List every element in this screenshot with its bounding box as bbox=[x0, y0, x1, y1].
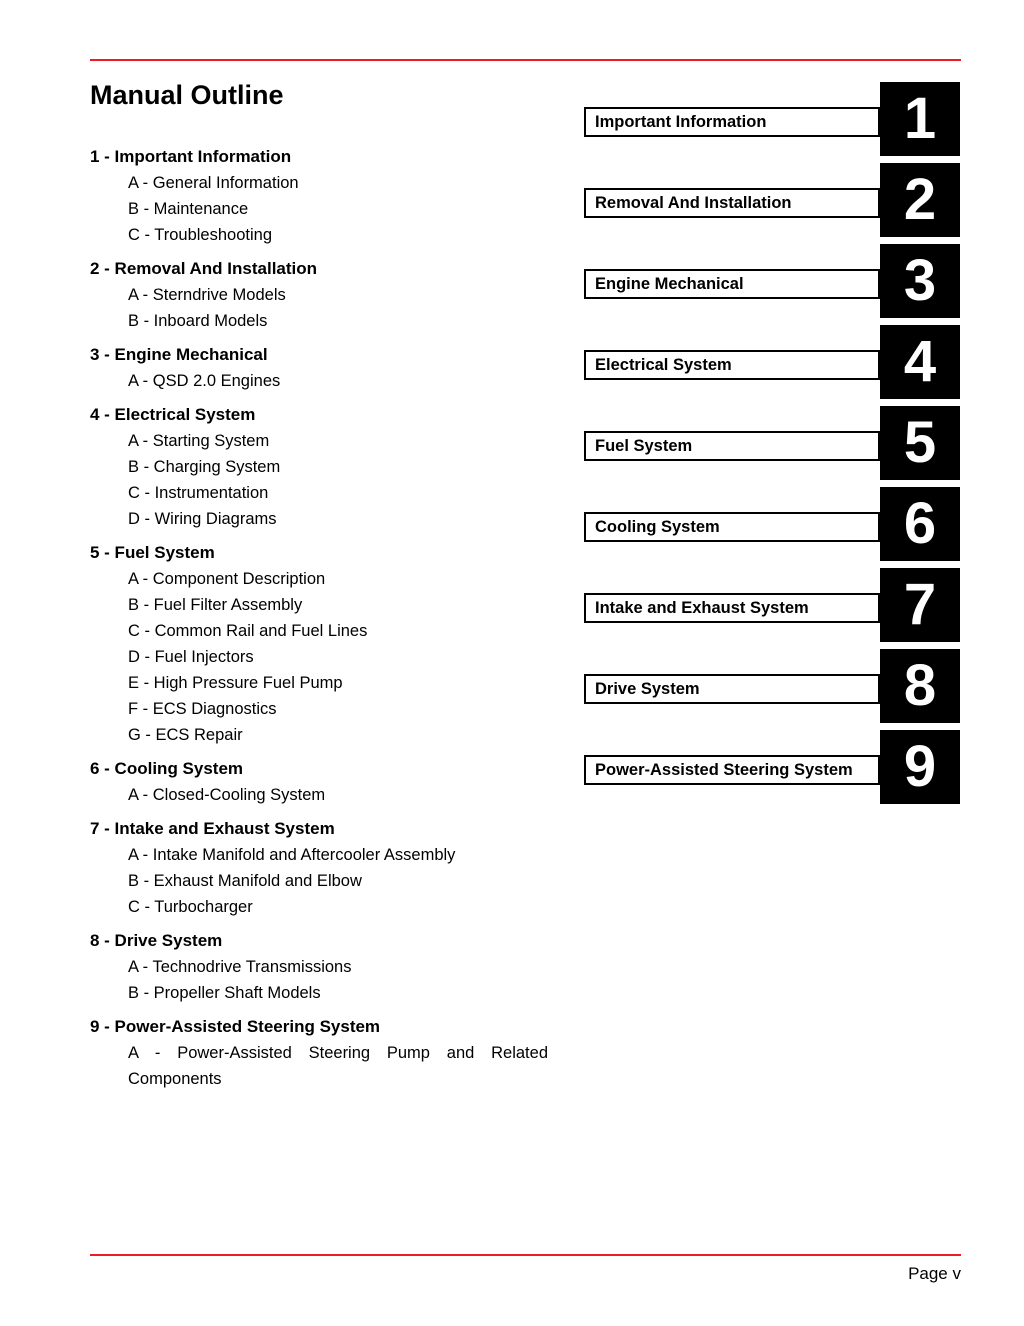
tab-label: Power-Assisted Steering System bbox=[595, 760, 853, 779]
outline-item: C - Instrumentation bbox=[128, 484, 269, 502]
outline-section bbox=[90, 144, 600, 248]
tab-label-box bbox=[584, 269, 880, 299]
tab-number: 2 bbox=[903, 167, 937, 232]
outline-item: B - Exhaust Manifold and Elbow bbox=[128, 872, 362, 890]
outline-item: E - High Pressure Fuel Pump bbox=[128, 674, 343, 692]
tab-number-block bbox=[880, 487, 960, 561]
outline-section-label: 7 - Intake and Exhaust System bbox=[90, 819, 335, 838]
outline-item: B - Fuel Filter Assembly bbox=[128, 596, 303, 614]
outline-section-label: 3 - Engine Mechanical bbox=[90, 345, 268, 364]
outline-section-label: 9 - Power-Assisted Steering System bbox=[90, 1017, 381, 1036]
tab-label: Cooling System bbox=[595, 517, 720, 536]
tab-number-block bbox=[880, 730, 960, 804]
tab-row bbox=[584, 406, 960, 480]
outline-section bbox=[90, 256, 600, 334]
outline-item: B - Propeller Shaft Models bbox=[128, 984, 321, 1002]
tab-number-block bbox=[880, 649, 960, 723]
tab-label: Engine Mechanical bbox=[595, 274, 744, 293]
bottom-rule bbox=[90, 1254, 961, 1256]
tab-row bbox=[584, 568, 960, 642]
outline-item: C - Common Rail and Fuel Lines bbox=[128, 622, 368, 640]
outline-item: A - Technodrive Transmissions bbox=[128, 958, 352, 976]
outline-section bbox=[90, 540, 600, 748]
outline-section bbox=[90, 402, 600, 532]
outline-list bbox=[90, 136, 600, 1092]
outline-item: G - ECS Repair bbox=[128, 726, 243, 744]
tab-label-box bbox=[584, 350, 880, 380]
outline-item: A - QSD 2.0 Engines bbox=[128, 372, 281, 390]
tab-number: 3 bbox=[903, 248, 937, 313]
tab-number-block bbox=[880, 568, 960, 642]
tab-label: Intake and Exhaust System bbox=[595, 598, 809, 617]
tab-label-box bbox=[584, 431, 880, 461]
outline-section-label: 1 - Important Information bbox=[90, 147, 292, 166]
outline-item: B - Charging System bbox=[128, 458, 281, 476]
outline-item: A - General Information bbox=[128, 174, 299, 192]
outline-item: A - Intake Manifold and Aftercooler Assembly bbox=[128, 846, 456, 864]
tab-row bbox=[584, 649, 960, 723]
outline-section bbox=[90, 816, 600, 920]
tab-label: Fuel System bbox=[595, 436, 693, 455]
tab-row bbox=[584, 82, 960, 156]
tab-label: Removal And Installation bbox=[595, 193, 792, 212]
outline-section-label: 6 - Cooling System bbox=[90, 759, 244, 778]
tab-label-box bbox=[584, 593, 880, 623]
outline-item: B - Inboard Models bbox=[128, 312, 268, 330]
tab-number: 8 bbox=[903, 653, 937, 718]
tab-number-block bbox=[880, 406, 960, 480]
page-title: Manual Outline bbox=[90, 80, 284, 110]
outline-item: C - Turbocharger bbox=[128, 898, 253, 916]
outline-section-label: 2 - Removal And Installation bbox=[90, 259, 318, 278]
tab-number: 4 bbox=[903, 329, 937, 394]
tab-number-block bbox=[880, 325, 960, 399]
outline-section-label: 4 - Electrical System bbox=[90, 405, 256, 424]
tab-row bbox=[584, 244, 960, 318]
top-rule bbox=[90, 59, 961, 61]
outline-section bbox=[90, 1014, 600, 1092]
tab-row bbox=[584, 487, 960, 561]
tab-number-block bbox=[880, 82, 960, 156]
tab-number: 5 bbox=[903, 410, 937, 475]
outline-item: A - Closed-Cooling System bbox=[128, 786, 326, 804]
tab-number: 9 bbox=[903, 734, 937, 799]
tab-number: 1 bbox=[903, 86, 937, 151]
tab-number: 6 bbox=[903, 491, 937, 556]
outline-section bbox=[90, 342, 600, 394]
tab-label: Drive System bbox=[595, 679, 700, 698]
outline-item: C - Troubleshooting bbox=[128, 226, 272, 244]
tab-row bbox=[584, 325, 960, 399]
outline-item: F - ECS Diagnostics bbox=[128, 700, 277, 718]
tab-number: 7 bbox=[903, 572, 937, 637]
tab-label: Important Information bbox=[595, 112, 767, 131]
tab-label-box bbox=[584, 107, 880, 137]
outline-item: A - Sterndrive Models bbox=[128, 286, 286, 304]
tab-label-box bbox=[584, 674, 880, 704]
outline-item: B - Maintenance bbox=[128, 200, 249, 218]
tab-number-block bbox=[880, 163, 960, 237]
outline-item: D - Wiring Diagrams bbox=[128, 510, 277, 528]
outline-section-label: 5 - Fuel System bbox=[90, 543, 215, 562]
tab-row bbox=[584, 730, 960, 804]
outline-item: A - Power-Assisted Steering Pump and Related Components bbox=[128, 1044, 548, 1088]
outline-item: D - Fuel Injectors bbox=[128, 648, 254, 666]
tab-label: Electrical System bbox=[595, 355, 732, 374]
page-footer: Page v bbox=[908, 1264, 961, 1283]
outline-item: A - Component Description bbox=[128, 570, 326, 588]
tab-label-box bbox=[584, 755, 880, 785]
section-tab-index bbox=[584, 82, 960, 811]
tab-row bbox=[584, 163, 960, 237]
tab-label-box bbox=[584, 512, 880, 542]
tab-label-box bbox=[584, 188, 880, 218]
outline-item: A - Starting System bbox=[128, 432, 270, 450]
outline-section bbox=[90, 928, 600, 1006]
outline-section bbox=[90, 756, 600, 808]
tab-number-block bbox=[880, 244, 960, 318]
outline-section-label: 8 - Drive System bbox=[90, 931, 223, 950]
